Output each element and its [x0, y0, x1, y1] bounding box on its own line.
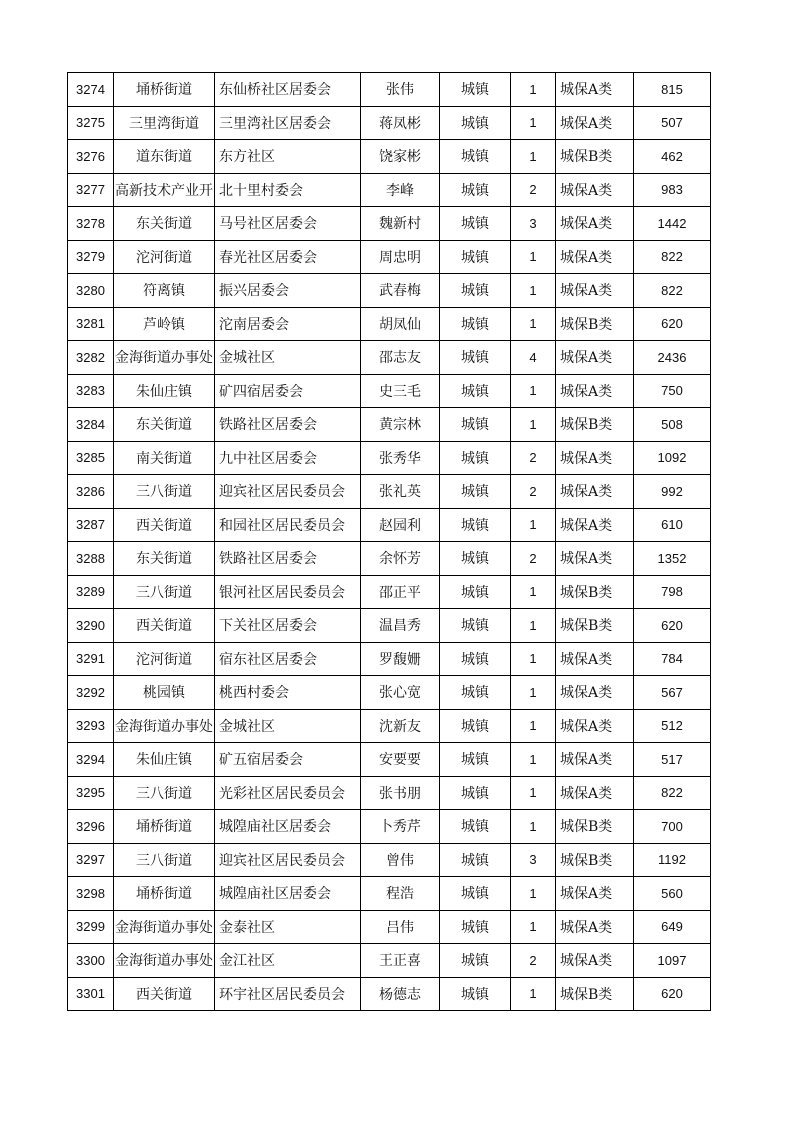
cell-id: 3278: [68, 207, 114, 241]
cell-name: 卜秀芹: [361, 810, 440, 844]
cell-community: 振兴居委会: [215, 274, 361, 308]
cell-type: 城镇: [440, 173, 511, 207]
table-row: [68, 408, 711, 442]
cell-count: 1: [511, 106, 556, 140]
cell-category: 城保A类: [556, 642, 634, 676]
table-row: [68, 877, 711, 911]
cell-community: 铁路社区居委会: [215, 408, 361, 442]
cell-amount: 508: [634, 408, 711, 442]
cell-count: 1: [511, 743, 556, 777]
cell-type: 城镇: [440, 843, 511, 877]
cell-category: 城保A类: [556, 441, 634, 475]
cell-category: 城保A类: [556, 475, 634, 509]
cell-count: 1: [511, 877, 556, 911]
cell-amount: 512: [634, 709, 711, 743]
cell-category: 城保B类: [556, 575, 634, 609]
cell-community: 金江社区: [215, 944, 361, 978]
cell-community: 下关社区居委会: [215, 609, 361, 643]
cell-id: 3280: [68, 274, 114, 308]
table-row: [68, 140, 711, 174]
cell-street: 西关街道: [114, 977, 215, 1011]
cell-amount: 1097: [634, 944, 711, 978]
cell-name: 沈新友: [361, 709, 440, 743]
cell-category: 城保B类: [556, 307, 634, 341]
cell-street: 埇桥街道: [114, 73, 215, 107]
cell-type: 城镇: [440, 877, 511, 911]
cell-category: 城保A类: [556, 542, 634, 576]
cell-type: 城镇: [440, 475, 511, 509]
cell-category: 城保A类: [556, 374, 634, 408]
cell-community: 马号社区居委会: [215, 207, 361, 241]
cell-count: 2: [511, 542, 556, 576]
cell-name: 史三毛: [361, 374, 440, 408]
cell-count: 3: [511, 207, 556, 241]
cell-name: 武春梅: [361, 274, 440, 308]
cell-community: 环宇社区居民委员会: [215, 977, 361, 1011]
cell-street: 朱仙庄镇: [114, 374, 215, 408]
table-row: [68, 307, 711, 341]
cell-category: 城保A类: [556, 910, 634, 944]
cell-id: 3288: [68, 542, 114, 576]
cell-id: 3292: [68, 676, 114, 710]
cell-count: 2: [511, 944, 556, 978]
cell-street: 三八街道: [114, 843, 215, 877]
cell-id: 3301: [68, 977, 114, 1011]
cell-category: 城保A类: [556, 173, 634, 207]
cell-street: 金海街道办事处: [114, 944, 215, 978]
cell-name: 黄宗林: [361, 408, 440, 442]
cell-count: 1: [511, 810, 556, 844]
cell-id: 3282: [68, 341, 114, 375]
cell-category: 城保B类: [556, 140, 634, 174]
cell-count: 1: [511, 977, 556, 1011]
cell-type: 城镇: [440, 508, 511, 542]
cell-category: 城保A类: [556, 106, 634, 140]
cell-type: 城镇: [440, 441, 511, 475]
cell-id: 3299: [68, 910, 114, 944]
cell-type: 城镇: [440, 609, 511, 643]
cell-type: 城镇: [440, 776, 511, 810]
cell-name: 安要要: [361, 743, 440, 777]
cell-type: 城镇: [440, 977, 511, 1011]
cell-street: 西关街道: [114, 508, 215, 542]
cell-name: 周忠明: [361, 240, 440, 274]
cell-community: 东方社区: [215, 140, 361, 174]
cell-community: 光彩社区居民委员会: [215, 776, 361, 810]
cell-category: 城保A类: [556, 877, 634, 911]
table-row: [68, 173, 711, 207]
cell-community: 北十里村委会: [215, 173, 361, 207]
cell-community: 宿东社区居委会: [215, 642, 361, 676]
cell-street: 金海街道办事处: [114, 341, 215, 375]
table-row: [68, 743, 711, 777]
cell-category: 城保A类: [556, 776, 634, 810]
cell-name: 邵志友: [361, 341, 440, 375]
cell-community: 城隍庙社区居委会: [215, 810, 361, 844]
cell-category: 城保B类: [556, 609, 634, 643]
cell-name: 杨德志: [361, 977, 440, 1011]
cell-amount: 2436: [634, 341, 711, 375]
cell-category: 城保B类: [556, 977, 634, 1011]
cell-id: 3277: [68, 173, 114, 207]
cell-name: 张礼英: [361, 475, 440, 509]
cell-count: 1: [511, 642, 556, 676]
cell-amount: 620: [634, 609, 711, 643]
cell-street: 符离镇: [114, 274, 215, 308]
cell-id: 3296: [68, 810, 114, 844]
cell-category: 城保A类: [556, 508, 634, 542]
cell-community: 铁路社区居委会: [215, 542, 361, 576]
cell-id: 3287: [68, 508, 114, 542]
cell-type: 城镇: [440, 408, 511, 442]
cell-count: 2: [511, 475, 556, 509]
table-row: [68, 609, 711, 643]
cell-id: 3283: [68, 374, 114, 408]
table-row: [68, 374, 711, 408]
table-row: [68, 910, 711, 944]
cell-name: 吕伟: [361, 910, 440, 944]
cell-amount: 822: [634, 776, 711, 810]
cell-street: 三八街道: [114, 475, 215, 509]
table-row: [68, 709, 711, 743]
table-row: [68, 106, 711, 140]
cell-community: 城隍庙社区居委会: [215, 877, 361, 911]
table-row: [68, 240, 711, 274]
table-row: [68, 676, 711, 710]
cell-amount: 560: [634, 877, 711, 911]
cell-type: 城镇: [440, 810, 511, 844]
cell-category: 城保B类: [556, 843, 634, 877]
cell-amount: 1442: [634, 207, 711, 241]
cell-type: 城镇: [440, 575, 511, 609]
table-row: [68, 508, 711, 542]
cell-count: 2: [511, 441, 556, 475]
cell-category: 城保A类: [556, 676, 634, 710]
cell-name: 曾伟: [361, 843, 440, 877]
table-row: [68, 542, 711, 576]
cell-type: 城镇: [440, 73, 511, 107]
cell-community: 矿五宿居委会: [215, 743, 361, 777]
cell-category: 城保A类: [556, 207, 634, 241]
cell-count: 1: [511, 776, 556, 810]
cell-category: 城保A类: [556, 274, 634, 308]
cell-count: 1: [511, 140, 556, 174]
cell-category: 城保A类: [556, 944, 634, 978]
cell-amount: 507: [634, 106, 711, 140]
table-row: [68, 810, 711, 844]
cell-amount: 620: [634, 307, 711, 341]
cell-type: 城镇: [440, 240, 511, 274]
table-row: [68, 776, 711, 810]
cell-count: 1: [511, 374, 556, 408]
cell-street: 道东街道: [114, 140, 215, 174]
cell-street: 东关街道: [114, 542, 215, 576]
cell-amount: 462: [634, 140, 711, 174]
cell-name: 余怀芳: [361, 542, 440, 576]
cell-type: 城镇: [440, 140, 511, 174]
table-row: [68, 843, 711, 877]
cell-count: 4: [511, 341, 556, 375]
cell-community: 矿四宿居委会: [215, 374, 361, 408]
cell-street: 桃园镇: [114, 676, 215, 710]
cell-category: 城保A类: [556, 341, 634, 375]
cell-community: 三里湾社区居委会: [215, 106, 361, 140]
cell-name: 张秀华: [361, 441, 440, 475]
cell-community: 春光社区居委会: [215, 240, 361, 274]
cell-count: 1: [511, 609, 556, 643]
cell-amount: 517: [634, 743, 711, 777]
cell-type: 城镇: [440, 676, 511, 710]
cell-amount: 815: [634, 73, 711, 107]
cell-community: 和园社区居民委员会: [215, 508, 361, 542]
cell-category: 城保B类: [556, 810, 634, 844]
cell-count: 1: [511, 575, 556, 609]
cell-type: 城镇: [440, 542, 511, 576]
cell-street: 三八街道: [114, 776, 215, 810]
cell-type: 城镇: [440, 374, 511, 408]
cell-street: 埇桥街道: [114, 810, 215, 844]
cell-id: 3285: [68, 441, 114, 475]
table-row: [68, 441, 711, 475]
cell-id: 3276: [68, 140, 114, 174]
cell-street: 金海街道办事处: [114, 709, 215, 743]
cell-street: 南关街道: [114, 441, 215, 475]
benefit-table: [67, 72, 711, 1011]
cell-amount: 822: [634, 274, 711, 308]
cell-id: 3274: [68, 73, 114, 107]
cell-name: 程浩: [361, 877, 440, 911]
cell-id: 3297: [68, 843, 114, 877]
cell-count: 1: [511, 307, 556, 341]
cell-amount: 822: [634, 240, 711, 274]
cell-community: 沱南居委会: [215, 307, 361, 341]
cell-name: 温昌秀: [361, 609, 440, 643]
cell-category: 城保A类: [556, 240, 634, 274]
cell-id: 3281: [68, 307, 114, 341]
table-row: [68, 475, 711, 509]
cell-type: 城镇: [440, 274, 511, 308]
cell-street: 西关街道: [114, 609, 215, 643]
cell-community: 迎宾社区居民委员会: [215, 475, 361, 509]
cell-name: 张心宽: [361, 676, 440, 710]
cell-amount: 992: [634, 475, 711, 509]
cell-amount: 567: [634, 676, 711, 710]
cell-street: 东关街道: [114, 408, 215, 442]
cell-category: 城保B类: [556, 408, 634, 442]
cell-type: 城镇: [440, 743, 511, 777]
cell-type: 城镇: [440, 341, 511, 375]
cell-id: 3293: [68, 709, 114, 743]
cell-type: 城镇: [440, 709, 511, 743]
cell-category: 城保A类: [556, 73, 634, 107]
cell-id: 3279: [68, 240, 114, 274]
cell-id: 3300: [68, 944, 114, 978]
cell-street: 高新技术产业开: [114, 173, 215, 207]
cell-name: 魏新村: [361, 207, 440, 241]
cell-community: 九中社区居委会: [215, 441, 361, 475]
cell-name: 王正喜: [361, 944, 440, 978]
cell-community: 东仙桥社区居委会: [215, 73, 361, 107]
cell-category: 城保A类: [556, 709, 634, 743]
cell-id: 3286: [68, 475, 114, 509]
cell-id: 3275: [68, 106, 114, 140]
cell-name: 胡凤仙: [361, 307, 440, 341]
cell-name: 赵园利: [361, 508, 440, 542]
cell-community: 桃西村委会: [215, 676, 361, 710]
cell-street: 芦岭镇: [114, 307, 215, 341]
cell-id: 3290: [68, 609, 114, 643]
cell-type: 城镇: [440, 642, 511, 676]
table-row: [68, 207, 711, 241]
cell-street: 三八街道: [114, 575, 215, 609]
cell-count: 1: [511, 240, 556, 274]
cell-id: 3289: [68, 575, 114, 609]
cell-amount: 649: [634, 910, 711, 944]
cell-street: 沱河街道: [114, 642, 215, 676]
cell-name: 饶家彬: [361, 140, 440, 174]
cell-type: 城镇: [440, 106, 511, 140]
cell-amount: 1352: [634, 542, 711, 576]
cell-community: 迎宾社区居民委员会: [215, 843, 361, 877]
cell-name: 张伟: [361, 73, 440, 107]
cell-community: 金泰社区: [215, 910, 361, 944]
cell-count: 3: [511, 843, 556, 877]
cell-name: 邵正平: [361, 575, 440, 609]
cell-count: 1: [511, 274, 556, 308]
cell-community: 银河社区居民委员会: [215, 575, 361, 609]
cell-count: 1: [511, 408, 556, 442]
table-row: [68, 73, 711, 107]
cell-count: 2: [511, 173, 556, 207]
cell-id: 3294: [68, 743, 114, 777]
table-body: [68, 73, 711, 1011]
cell-count: 1: [511, 676, 556, 710]
cell-community: 金城社区: [215, 709, 361, 743]
cell-id: 3298: [68, 877, 114, 911]
cell-community: 金城社区: [215, 341, 361, 375]
cell-amount: 610: [634, 508, 711, 542]
table-row: [68, 944, 711, 978]
cell-street: 东关街道: [114, 207, 215, 241]
cell-amount: 1192: [634, 843, 711, 877]
cell-count: 1: [511, 910, 556, 944]
cell-id: 3295: [68, 776, 114, 810]
cell-count: 1: [511, 709, 556, 743]
cell-name: 蒋凤彬: [361, 106, 440, 140]
table-row: [68, 642, 711, 676]
cell-name: 张书朋: [361, 776, 440, 810]
table-row: [68, 977, 711, 1011]
table-row: [68, 274, 711, 308]
cell-amount: 700: [634, 810, 711, 844]
cell-amount: 620: [634, 977, 711, 1011]
cell-name: 李峰: [361, 173, 440, 207]
cell-count: 1: [511, 508, 556, 542]
cell-type: 城镇: [440, 944, 511, 978]
cell-street: 埇桥街道: [114, 877, 215, 911]
cell-type: 城镇: [440, 307, 511, 341]
cell-amount: 798: [634, 575, 711, 609]
cell-amount: 784: [634, 642, 711, 676]
cell-category: 城保A类: [556, 743, 634, 777]
cell-id: 3291: [68, 642, 114, 676]
cell-street: 沱河街道: [114, 240, 215, 274]
cell-street: 朱仙庄镇: [114, 743, 215, 777]
cell-amount: 1092: [634, 441, 711, 475]
cell-name: 罗馥姗: [361, 642, 440, 676]
cell-street: 三里湾街道: [114, 106, 215, 140]
table-row: [68, 575, 711, 609]
cell-street: 金海街道办事处: [114, 910, 215, 944]
cell-count: 1: [511, 73, 556, 107]
cell-type: 城镇: [440, 207, 511, 241]
cell-amount: 750: [634, 374, 711, 408]
cell-type: 城镇: [440, 910, 511, 944]
cell-id: 3284: [68, 408, 114, 442]
table-row: [68, 341, 711, 375]
cell-amount: 983: [634, 173, 711, 207]
